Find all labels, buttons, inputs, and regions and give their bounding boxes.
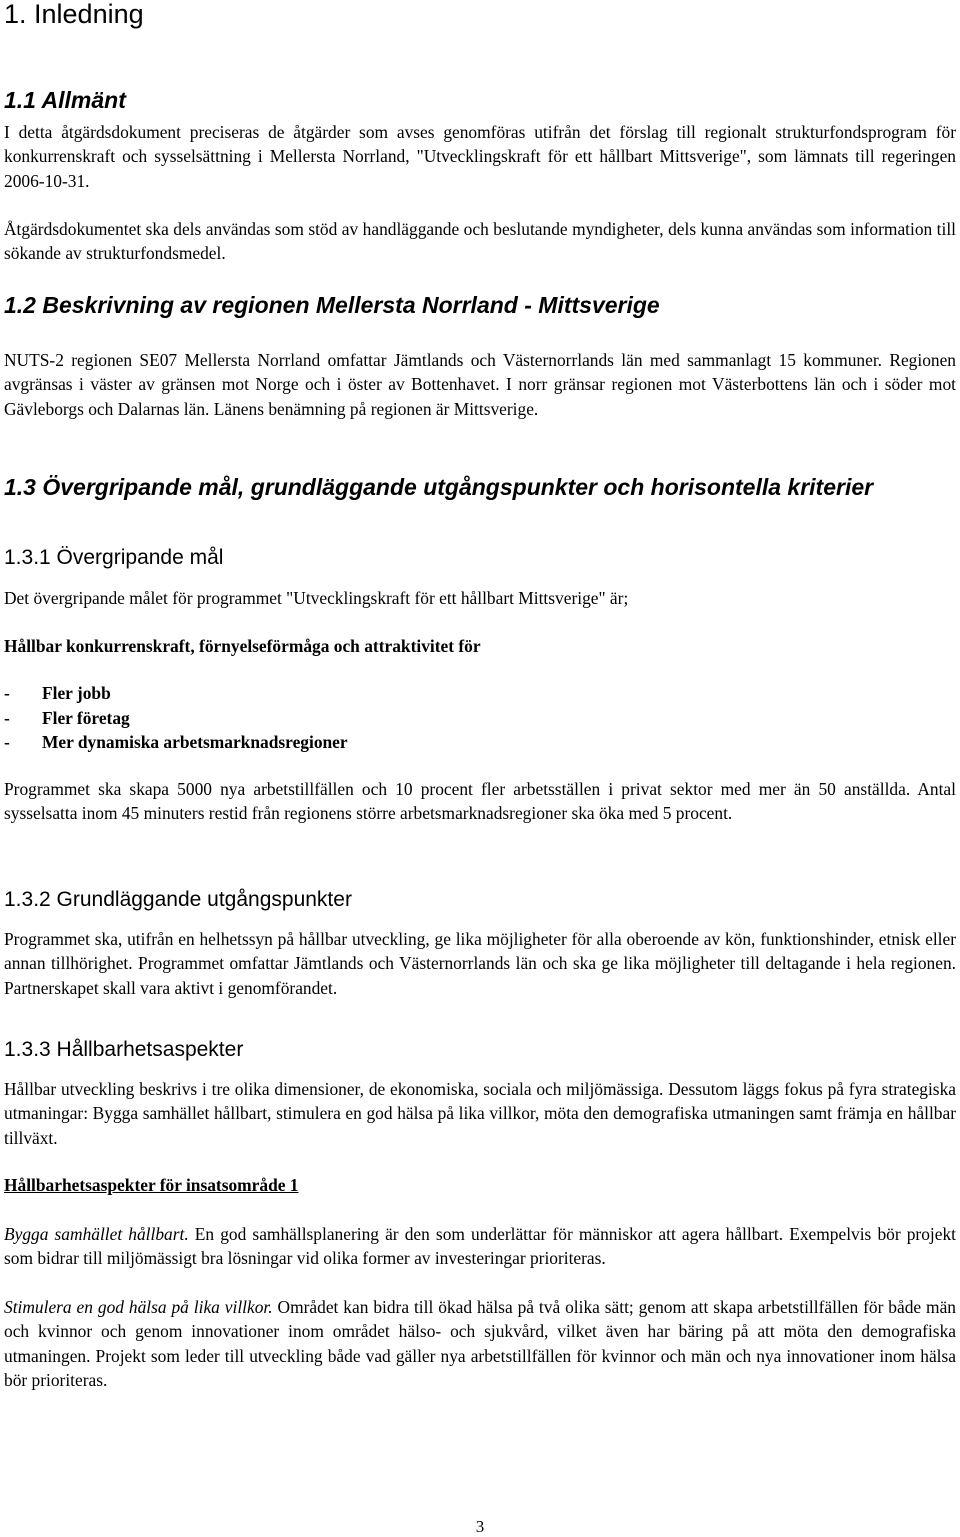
section-heading-1-1: 1.1 Allmänt <box>4 87 126 113</box>
paragraph-principles: Programmet ska, utifrån en helhetssyn på hållbar utveckling, ge lika möjligheter för alla oberoende av kön, funktionshinder, etnisk eller annan tillhörighet. Programmet omfattar Jämtlands och Västernorrlands län och ska ge lika möjligheter till deltagande i hela regionen. Partnerskapet skall vara aktivt i genomförandet. <box>4 929 956 998</box>
paragraph-targets: Programmet ska skapa 5000 nya arbetstillfällen och 10 procent fler arbetsställen i privat sektor med mer än 50 anställda. Antal sysselsatta inom 45 minuters restid från regionens större arbetsmarknadsregioner ska öka med 5 procent. <box>4 779 956 824</box>
list-item <box>4 730 956 755</box>
list-item <box>4 681 956 706</box>
paragraph-region: NUTS-2 regionen SE07 Mellersta Norrland omfattar Jämtlands och Västernorrlands län med sammanlagt 15 kommuner. Regionen avgränsas i väster av gränsen mot Norge och i öster av Bottenhavet. I norr gränsar regionen mot Västerbottens län och i söder mot Gävleborgs och Dalarnas län. Länens benämning på regionen är Mittsverige. <box>4 350 956 419</box>
section-heading-1-3: 1.3 Övergripande mål, grundläggande utgångspunkter och horisontella kriterier <box>4 474 874 500</box>
italic-lead: Stimulera en god hälsa på lika villkor. <box>4 1297 273 1317</box>
italic-lead: Bygga samhället hållbart. <box>4 1224 189 1244</box>
list-item-text: Fler jobb <box>42 683 111 703</box>
paragraph-health <box>4 1295 956 1392</box>
list-dash: - <box>4 707 10 728</box>
page-number: 3 <box>475 1517 485 1536</box>
paragraph-text: Området kan bidra till ökad hälsa på två olika sätt; genom att skapa arbetstillfällen för både män och kvinnor och genom innovationer inom området hälso- och sjukvård, vilket även har bäring på att möta den demografiska utmaningen. Projekt som leder till utveckling både vad gäller nya arbetstillfällen för kvinnor och män och nya innovationer inom hälsa bör prioriteras. <box>4 1297 956 1390</box>
subsection-heading-1-3-1: 1.3.1 Övergripande mål <box>4 546 224 569</box>
chapter-heading: 1. Inledning <box>4 0 144 29</box>
section-heading-1-2: 1.2 Beskrivning av regionen Mellersta Norrland - Mittsverige <box>4 292 660 318</box>
paragraph-build-society <box>4 1222 956 1271</box>
subsection-heading-1-3-2: 1.3.2 Grundläggande utgångspunkter <box>4 888 352 911</box>
list-item-text: Fler företag <box>42 707 130 728</box>
list-item-text: Mer dynamiska arbetsmarknadsregioner <box>42 732 348 753</box>
goal-statement: Hållbar konkurrenskraft, förnyelseförmåga och attraktivitet för <box>4 636 481 656</box>
list-dash: - <box>4 732 10 753</box>
subsection-heading-1-3-3: 1.3.3 Hållbarhetsaspekter <box>4 1038 244 1061</box>
paragraph-intro: I detta åtgärdsdokument preciseras de åtgärder som avses genomföras utifrån det förslag till regionalt strukturfondsprogram för konkurrenskraft och sysselsättning i Mellersta Norrland, "Utvecklingskraft för ett hållbart Mittsverige", som lämnats till regeringen 2006-10-31. <box>4 122 956 191</box>
paragraph-text: En god samhällsplanering är den som underlättar för människor att agera hållbart. Exempelvis bör projekt som bidrar till miljömässigt bra lösningar vid olika former av investeringar prioriteras. <box>4 1224 956 1269</box>
paragraph-purpose: Åtgärdsdokumentet ska dels användas som stöd av handläggande och beslutande myndigheter, dels kunna användas som information till sökande av strukturfondsmedel. <box>4 219 956 264</box>
paragraph-sustainability: Hållbar utveckling beskrivs i tre olika dimensioner, de ekonomiska, sociala och miljömässiga. Dessutom läggs fokus på fyra strategiska utmaningar: Bygga samhället hållbart, stimulera en god hälsa på lika villkor, möta den demografiska utmaningen samt främja en hållbar tillväxt. <box>4 1079 956 1148</box>
goal-list <box>4 681 956 755</box>
subheading-underlined <box>4 1173 956 1197</box>
list-item <box>4 706 956 731</box>
subheading-text: Hållbarhetsaspekter för insatsområde 1 <box>4 1175 299 1195</box>
paragraph-goal-intro: Det övergripande målet för programmet "Utvecklingskraft för ett hållbart Mittsverige" är; <box>4 588 629 608</box>
list-dash: - <box>4 683 10 703</box>
